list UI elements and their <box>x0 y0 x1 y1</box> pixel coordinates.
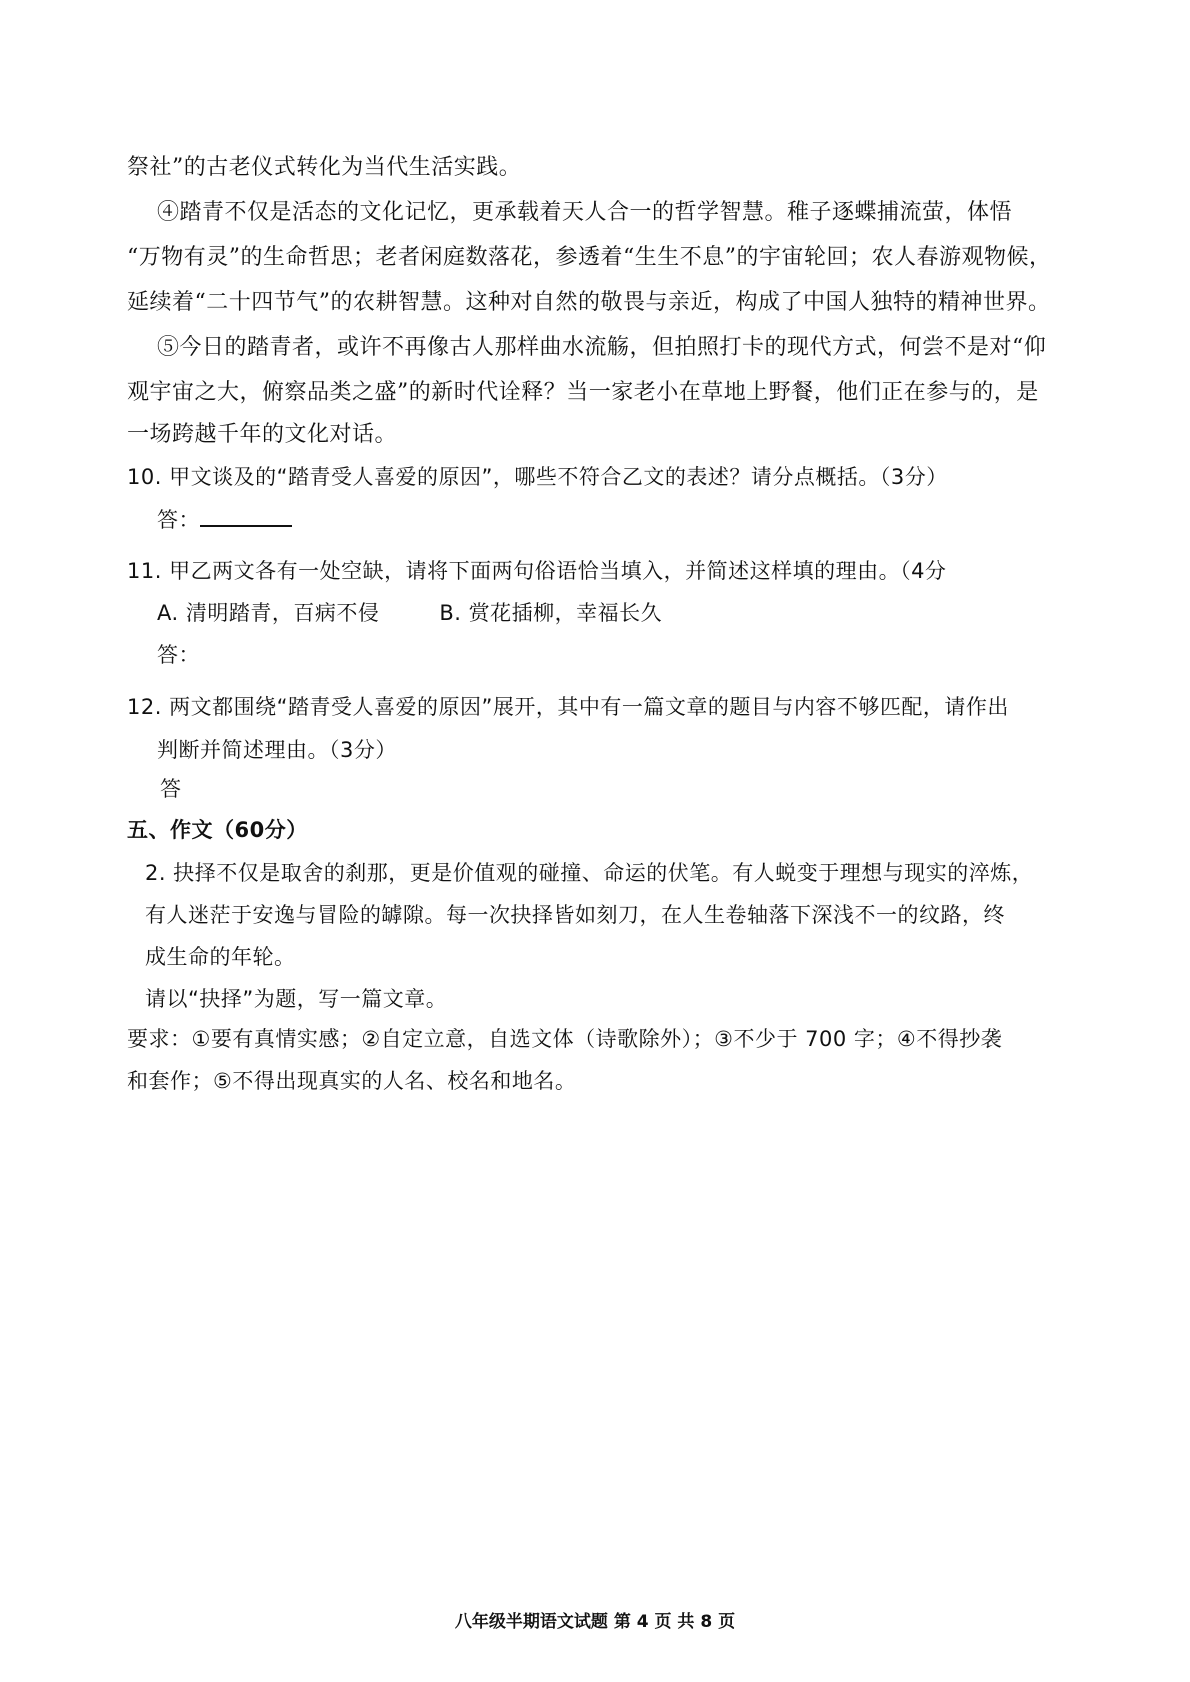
question-11-options <box>157 598 662 628</box>
composition-prompt-line-2: 有人迷茫于安逸与冒险的罅隙。每一次抉择皆如刻刀，在人生卷轴落下深浅不一的纹路，终 <box>145 903 1005 927</box>
composition-requirements-line-1: 要求：①要有真情实感；②自定立意，自选文体（诗歌除外）；③不少于 700 字；④不得抄袭 <box>127 1027 1003 1051</box>
question-10: 10. 甲文谈及的“踏青受人喜爱的原因”，哪些不符合乙文的表述？请分点概括。（3分） <box>127 465 948 489</box>
paragraph-5-line-3: 一场跨越千年的文化对话。 <box>127 422 398 447</box>
composition-heading: 五、作文（60分） <box>127 818 308 842</box>
answer-blank <box>200 525 292 527</box>
composition-prompt-line-3: 成生命的年轮。 <box>145 945 296 969</box>
paragraph-4-line-2: “万物有灵”的生命哲思；老者闲庭数落花，参透着“生生不息”的宇宙轮回；农人春游观物候， <box>127 245 1052 270</box>
paragraph-4-line-1: ④踏青不仅是活态的文化记忆，更承载着天人合一的哲学智慧。稚子逐蝶捕流萤，体悟 <box>157 200 1013 225</box>
answer-label: 答： <box>157 508 200 532</box>
composition-task: 请以“抉择”为题，写一篇文章。 <box>145 987 448 1011</box>
question-10-answer <box>157 505 292 535</box>
option-a: A. 清明踏青，百病不侵 <box>157 601 380 625</box>
composition-prompt-line-1: 2. 抉择不仅是取舍的刹那，更是价值观的碰撞、命运的伏笔。有人蜕变于理想与现实的淬炼， <box>145 861 1034 885</box>
paragraph-4-line-3: 延续着“二十四节气”的农耕智慧。这种对自然的敬畏与亲近，构成了中国人独特的精神世界。 <box>127 290 1051 315</box>
option-b: B. 赏花插柳，幸福长久 <box>439 601 663 625</box>
paragraph-5-line-2: 观宇宙之大，俯察品类之盛”的新时代诠释？当一家老小在草地上野餐，他们正在参与的，是 <box>127 380 1039 405</box>
question-12-answer: 答 <box>160 777 182 801</box>
question-11: 11. 甲乙两文各有一处空缺，请将下面两句俗语恰当填入，并简述这样填的理由。（4分 <box>127 559 947 583</box>
composition-requirements-line-2: 和套作；⑤不得出现真实的人名、校名和地名。 <box>127 1069 577 1093</box>
question-12-line-2: 判断并简述理由。（3分） <box>157 738 397 762</box>
question-12-line-1: 12. 两文都围绕“踏青受人喜爱的原因”展开，其中有一篇文章的题目与内容不够匹配，请作出 <box>127 695 1009 719</box>
question-11-answer: 答： <box>157 643 200 667</box>
passage-line: 祭社”的古老仪式转化为当代生活实践。 <box>127 155 522 180</box>
paragraph-5-line-1: ⑤今日的踏青者，或许不再像古人那样曲水流觞，但拍照打卡的现代方式，何尝不是对“仰 <box>157 335 1047 360</box>
page-footer: 八年级半期语文试题 第 4 页 共 8 页 <box>454 1612 736 1632</box>
